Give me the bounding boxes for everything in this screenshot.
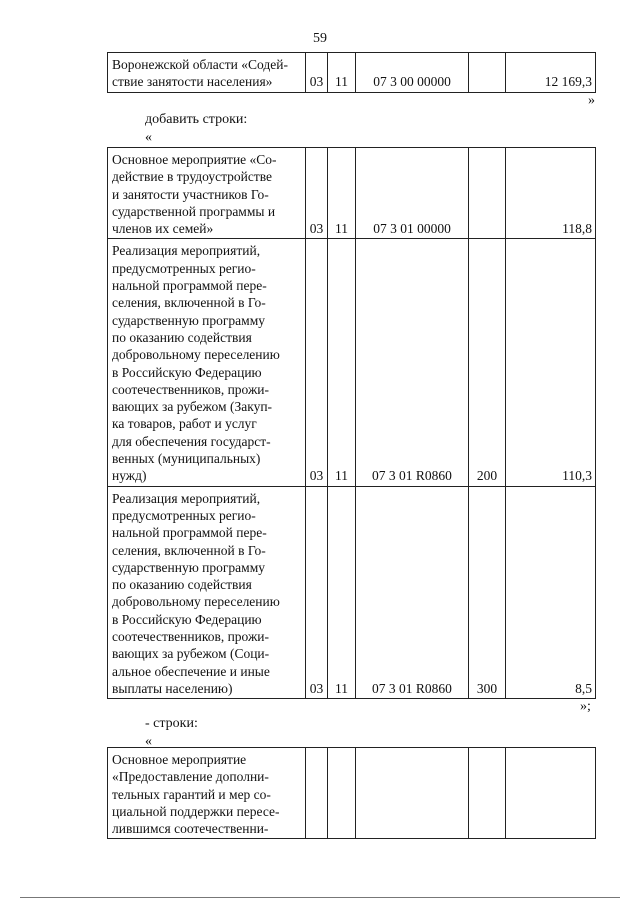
opening-quote: « (145, 130, 152, 145)
rows-label: - строки: (145, 716, 198, 731)
table-row (108, 148, 596, 239)
table-row (108, 748, 596, 839)
row-description (108, 239, 306, 486)
description-line: венных (муниципальных) (112, 451, 261, 467)
target-article-code: 07 3 01 00000 (356, 148, 469, 239)
description-line: Основное мероприятие «Со- (112, 152, 277, 167)
subsection-code: 11 (328, 486, 356, 699)
description-line: вающих за рубежом (Соци- (112, 646, 270, 662)
row-description (108, 748, 306, 839)
row-description (108, 148, 306, 239)
section-code: 03 (306, 53, 328, 93)
description-line: вающих за рубежом (Закуп- (112, 399, 273, 415)
section-code: 03 (306, 486, 328, 699)
expense-type-code (469, 53, 506, 93)
opening-quote: « (145, 734, 152, 749)
page-bottom-rule (20, 897, 620, 898)
budget-table-top (107, 52, 596, 93)
expense-type-code: 300 (469, 486, 506, 699)
description-line: селения, включенной в Го- (112, 542, 266, 558)
description-line: сударственную программу (112, 312, 266, 328)
section-code: 03 (306, 148, 328, 239)
description-line: селения, включенной в Го- (112, 295, 266, 311)
description-line: в Российскую Федерацию (112, 611, 262, 627)
description-line: и занятости участников Го- (112, 186, 269, 202)
closing-quote: » (588, 93, 595, 108)
expense-type-code (469, 148, 506, 239)
description-line: по оказанию содействия (112, 329, 252, 345)
description-line: ка товаров, работ и услуг (112, 416, 257, 432)
subsection-code: 11 (328, 239, 356, 486)
description-line: Воронежской области «Содей- (112, 57, 288, 72)
description-line: «Предоставление дополни- (112, 769, 269, 785)
description-line: Основное мероприятие (112, 752, 247, 767)
description-line: Реализация мероприятий, (112, 490, 261, 506)
page-number: 59 (313, 31, 327, 46)
description-line: в Российскую Федерацию (112, 364, 262, 380)
description-line: соотечественников, прожи- (112, 381, 270, 397)
description-line: лившимся соотечественни- (112, 821, 269, 837)
section-code: 03 (306, 239, 328, 486)
description-line: предусмотренных регио- (112, 507, 256, 523)
description-line: Реализация мероприятий, (112, 243, 261, 259)
section-code (306, 748, 328, 839)
table-row (108, 53, 596, 93)
description-line: тельных гарантий и мер со- (112, 786, 271, 802)
target-article-code: 07 3 01 R0860 (356, 486, 469, 699)
amount: 12 169,3 (506, 53, 596, 93)
target-article-code: 07 3 00 00000 (356, 53, 469, 93)
target-article-code (356, 748, 469, 839)
amount: 118,8 (506, 148, 596, 239)
description-line: сударственной программы и (112, 203, 276, 219)
description-line: нужд) (112, 468, 147, 484)
description-line: для обеспечения государст- (112, 433, 271, 449)
budget-table-bottom (107, 747, 596, 839)
expense-type-code (469, 748, 506, 839)
subsection-code: 11 (328, 148, 356, 239)
description-line: предусмотренных регио- (112, 260, 256, 276)
budget-table-added-rows (107, 147, 596, 699)
description-line: альное обеспечение и иные (112, 663, 270, 679)
description-line: нальной программой пере- (112, 525, 267, 541)
description-line: сударственную программу (112, 559, 266, 575)
amount (506, 748, 596, 839)
expense-type-code: 200 (469, 239, 506, 486)
table-row (108, 486, 596, 699)
description-line: действие в трудоустройстве (112, 169, 273, 185)
description-line: ствие занятости населения» (112, 74, 273, 90)
table-row (108, 239, 596, 486)
target-article-code: 07 3 01 R0860 (356, 239, 469, 486)
closing-quote-semicolon: »; (580, 699, 591, 714)
subsection-code (328, 748, 356, 839)
description-line: циальной поддержки пересе- (112, 803, 280, 819)
row-description (108, 53, 306, 93)
subsection-code: 11 (328, 53, 356, 93)
description-line: соотечественников, прожи- (112, 629, 270, 645)
add-rows-label: добавить строки: (145, 112, 248, 127)
description-line: нальной программой пере- (112, 278, 267, 294)
row-description (108, 486, 306, 699)
description-line: добровольному переселению (112, 594, 280, 610)
description-line: по оказанию содействия (112, 577, 252, 593)
description-line: членов их семей» (112, 221, 214, 237)
amount: 8,5 (506, 486, 596, 699)
amount: 110,3 (506, 239, 596, 486)
description-line: выплаты населению) (112, 680, 233, 696)
description-line: добровольному переселению (112, 347, 280, 363)
